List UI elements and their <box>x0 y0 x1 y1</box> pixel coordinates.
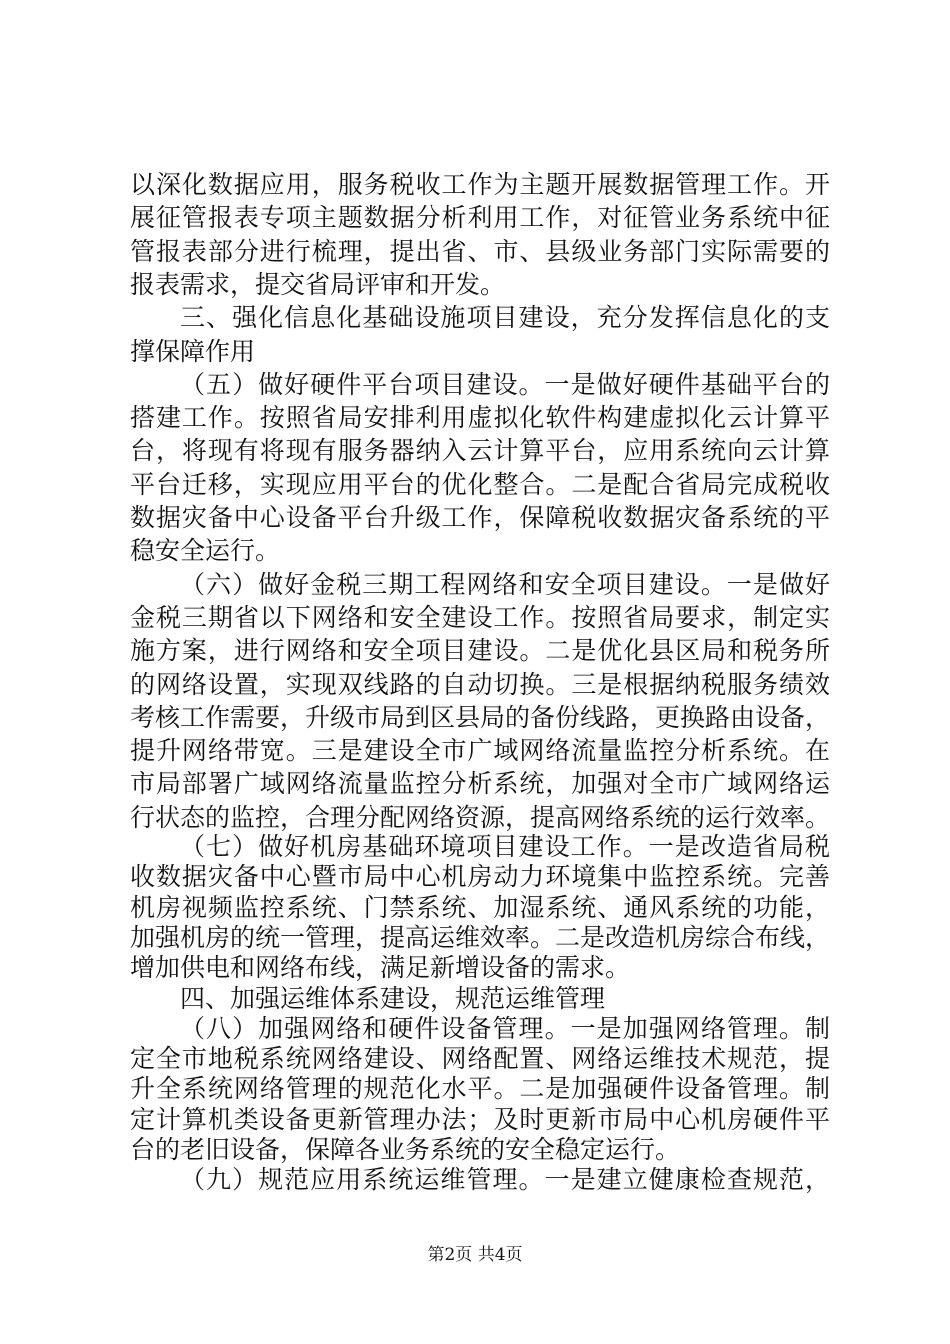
paragraph-line: 升全系统网络管理的规范化水平。二是加强硬件设备管理。制 <box>130 1074 830 1103</box>
paragraph-line: 的网络设置，实现双线路的自动切换。三是根据纳税服务绩效 <box>130 670 830 699</box>
paragraph-line: 收数据灾备中心暨市局中心机房动力环境集中监控系统。完善 <box>130 862 830 891</box>
paragraph-line: 考核工作需要，升级市局到区县局的备份线路，更换路由设备， <box>130 703 831 732</box>
paragraph-line: （七）做好机房基础环境项目建设工作。一是改造省局税 <box>180 832 830 861</box>
paragraph-line: 金税三期省以下网络和安全建设工作。按照省局要求，制定实 <box>130 603 830 632</box>
paragraph-line: 机房视频监控系统、门禁系统、加湿系统、通风系统的功能， <box>130 893 830 922</box>
paragraph-line: 展征管报表专项主题数据分析利用工作，对征管业务系统中征 <box>130 203 830 232</box>
paragraph-line: 行状态的监控，合理分配网络资源，提高网络系统的运行效率。 <box>130 803 831 832</box>
section-heading-line: 三、强化信息化基础设施项目建设，充分发挥信息化的支 <box>180 303 830 332</box>
paragraph-line: 定计算机类设备更新管理办法；及时更新市局中心机房硬件平 <box>130 1105 830 1134</box>
paragraph-line: 数据灾备中心设备平台升级工作，保障税收数据灾备系统的平 <box>130 503 830 532</box>
paragraph-line: （八）加强网络和硬件设备管理。一是加强网络管理。制 <box>180 1014 830 1043</box>
paragraph-line: 加强机房的统一管理，提高运维效率。二是改造机房综合布线， <box>130 923 831 952</box>
paragraph-line: 以深化数据应用，服务税收工作为主题开展数据管理工作。开 <box>130 170 830 199</box>
paragraph-line: 定全市地税系统网络建设、网络配置、网络运维技术规范，提 <box>130 1044 830 1073</box>
paragraph-line: 台的老旧设备，保障各业务系统的安全稳定运行。 <box>130 1135 681 1164</box>
paragraph-line: 稳安全运行。 <box>130 536 281 565</box>
paragraph-line: 市局部署广域网络流量监控分析系统，加强对全市广域网络运 <box>130 769 830 798</box>
paragraph-line: 提升网络带宽。三是建设全市广域网络流量监控分析系统。在 <box>130 736 830 765</box>
paragraph-line: 平台迁移，实现应用平台的优化整合。二是配合省局完成税收 <box>130 470 830 499</box>
paragraph-line: 报表需求，提交省局评审和开发。 <box>130 270 506 299</box>
paragraph-line: 施方案，进行网络和安全项目建设。二是优化县区局和税务所 <box>130 636 830 665</box>
paragraph-line: （九）规范应用系统运维管理。一是建立健康检查规范， <box>180 1165 830 1194</box>
paragraph-line: 管报表部分进行梳理，提出省、市、县级业务部门实际需要的 <box>130 237 830 266</box>
paragraph-line: 台，将现有将现有服务器纳入云计算平台，应用系统向云计算 <box>130 436 830 465</box>
paragraph-line: （五）做好硬件平台项目建设。一是做好硬件基础平台的 <box>180 370 830 399</box>
paragraph-line: 增加供电和网络布线，满足新增设备的需求。 <box>130 953 631 982</box>
page-footer: 第2页 共4页 <box>427 1245 523 1265</box>
paragraph-line: 搭建工作。按照省局安排利用虚拟化软件构建虚拟化云计算平 <box>130 403 830 432</box>
paragraph-line: （六）做好金税三期工程网络和安全项目建设。一是做好 <box>180 570 830 599</box>
section-heading-line: 四、加强运维体系建设，规范运维管理 <box>180 984 606 1013</box>
section-heading-line: 撑保障作用 <box>130 337 256 366</box>
